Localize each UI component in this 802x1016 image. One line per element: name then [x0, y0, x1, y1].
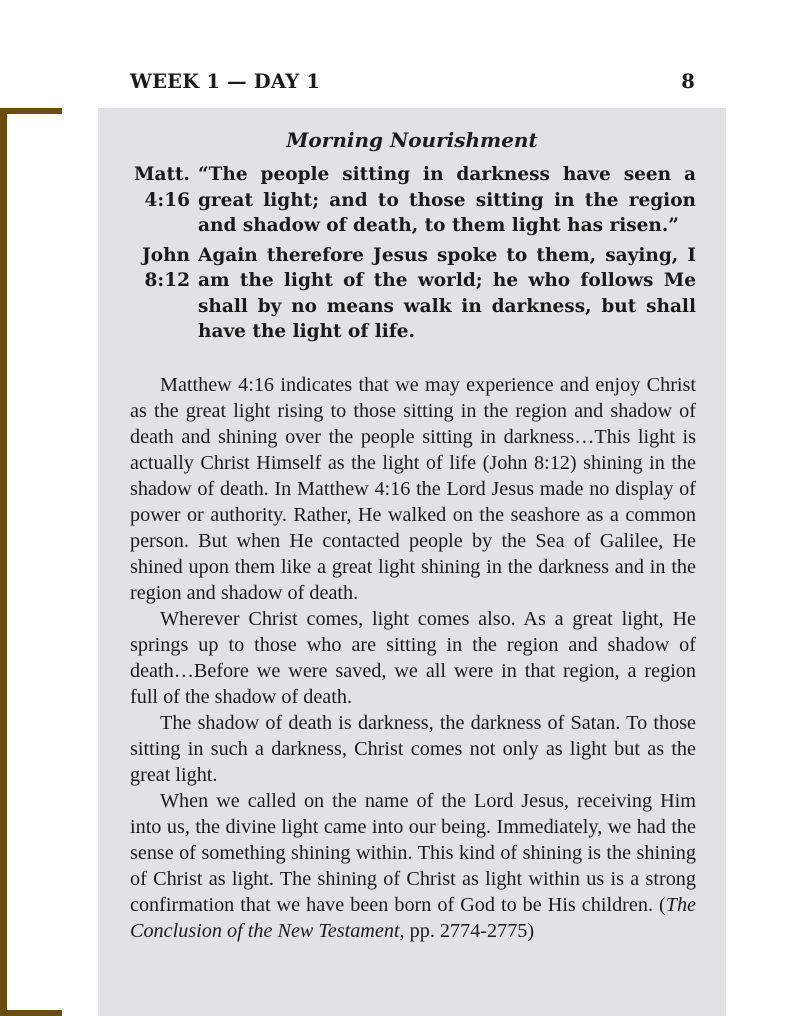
- section-title: Morning Nourishment: [286, 128, 538, 152]
- verse-text: “The people sitting in darkness have seen a great light; and to those sitting in the region and shadow of death, to them light has risen.”: [198, 164, 696, 236]
- verse-item: [130, 162, 696, 239]
- page-header: [130, 70, 695, 93]
- body-paragraph-last: [130, 788, 696, 944]
- body-paragraph: Wherever Christ comes, light comes also. As a great light, He springs up to those who are sitting in the region and shadow of death…Before we were saved, we all were in that region, a region full of the shadow of death.: [130, 608, 696, 708]
- verse-item: [130, 243, 696, 345]
- reading-body: [130, 372, 696, 944]
- verse-reference: Matt. 4:16: [134, 164, 190, 211]
- verse-list: [130, 162, 696, 349]
- verse-text: Again therefore Jesus spoke to them, saying, I am the light of the world; he who follows Me shall by no means walk in darkness, but shall have the light of life.: [198, 244, 696, 342]
- body-paragraph: The shadow of death is darkness, the darkness of Satan. To those sitting in such a darkness, Christ comes not only as light but as the great light.: [130, 712, 696, 786]
- page-number: 8: [681, 70, 695, 93]
- body-paragraph: Matthew 4:16 indicates that we may experience and enjoy Christ as the great light rising to those sitting in the region and shadow of death and shining over the people sitting in darkness…This light is actually Christ Himself as the light of life (John 8:12) shining in the shadow of death. In Matthew 4:16 the Lord Jesus made no display of power or authority. Rather, He walked on the seashore as a common person. But when He contacted people by the Sea of Galilee, He shined upon them like a great light shining in the darkness and in the region and shadow of death.: [130, 374, 696, 604]
- last-paragraph-text: When we called on the name of the Lord Jesus, receiving Him into us, the divine light came into our being. Immediately, we had the sense of something shining within. This kind of shining is the shining of Christ as light. The shining of Christ as light within us is a strong confirmation that we have been born of God to be His children. (: [130, 790, 696, 916]
- reading-panel: [98, 108, 726, 1016]
- week-day-label: WEEK 1 — DAY 1: [130, 70, 321, 93]
- margin-bracket: [0, 108, 62, 1016]
- source-pages: pp. 2774-2775): [404, 920, 535, 942]
- source-title: The Conclusion of the New Testament,: [130, 894, 696, 942]
- verse-reference: John 8:12: [142, 244, 190, 291]
